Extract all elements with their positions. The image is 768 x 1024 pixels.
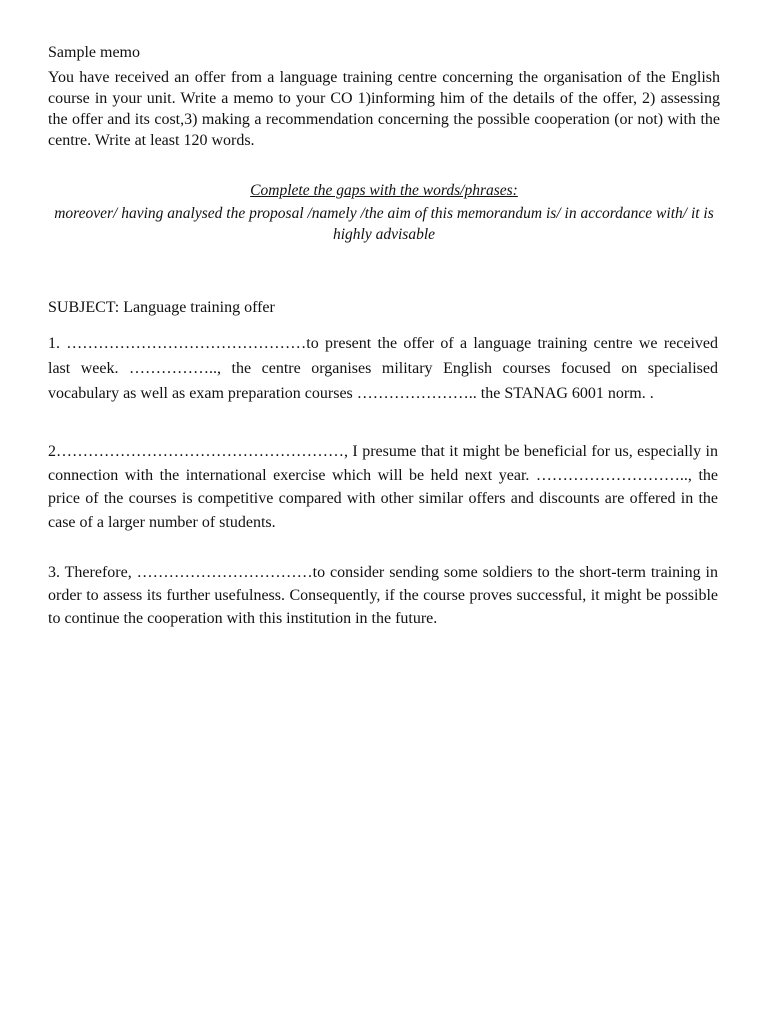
memo-subject: SUBJECT: Language training offer [48, 299, 275, 316]
memo-paragraph-2: 2………………………………………………, I presume that it might be beneficial for us, especially in connection with the international exercise which will be held next year. ……………………….., the price of the courses is competitive compared with other similar offers and discounts are offered in the case of a larger number of students. [48, 443, 718, 531]
document-heading: Sample memo [48, 44, 140, 61]
gap-instructions [48, 180, 720, 245]
memo-paragraph-3: 3. Therefore, ……………………………to consider sending some soldiers to the short-term training in order to assess its further usefulness. Consequently, if the course proves successful, it might be possible to continue the cooperation with this institution in the future. [48, 564, 718, 627]
memo-paragraph-1: 1. ………………………………………to present the offer of a language training centre we received last week. …………….., the centre organises military English courses focused on specialised vocabulary as well as exam preparation courses ………………….. the STANAG 6001 norm. . [48, 335, 718, 402]
word-bank: moreover/ having analysed the proposal /namely /the aim of this memorandum is/ in accordance with/ it is highly advisable [54, 205, 714, 243]
instructions-title: Complete the gaps with the words/phrases: [250, 182, 518, 199]
task-description: You have received an offer from a language training centre concerning the organisation of the English course in your unit. Write a memo to your CO 1)informing him of the details of the offer, 2) assessing the offer and its cost,3) making a recommendation concerning the possible cooperation (or not) with the centre. Write at least 120 words. [48, 69, 720, 149]
